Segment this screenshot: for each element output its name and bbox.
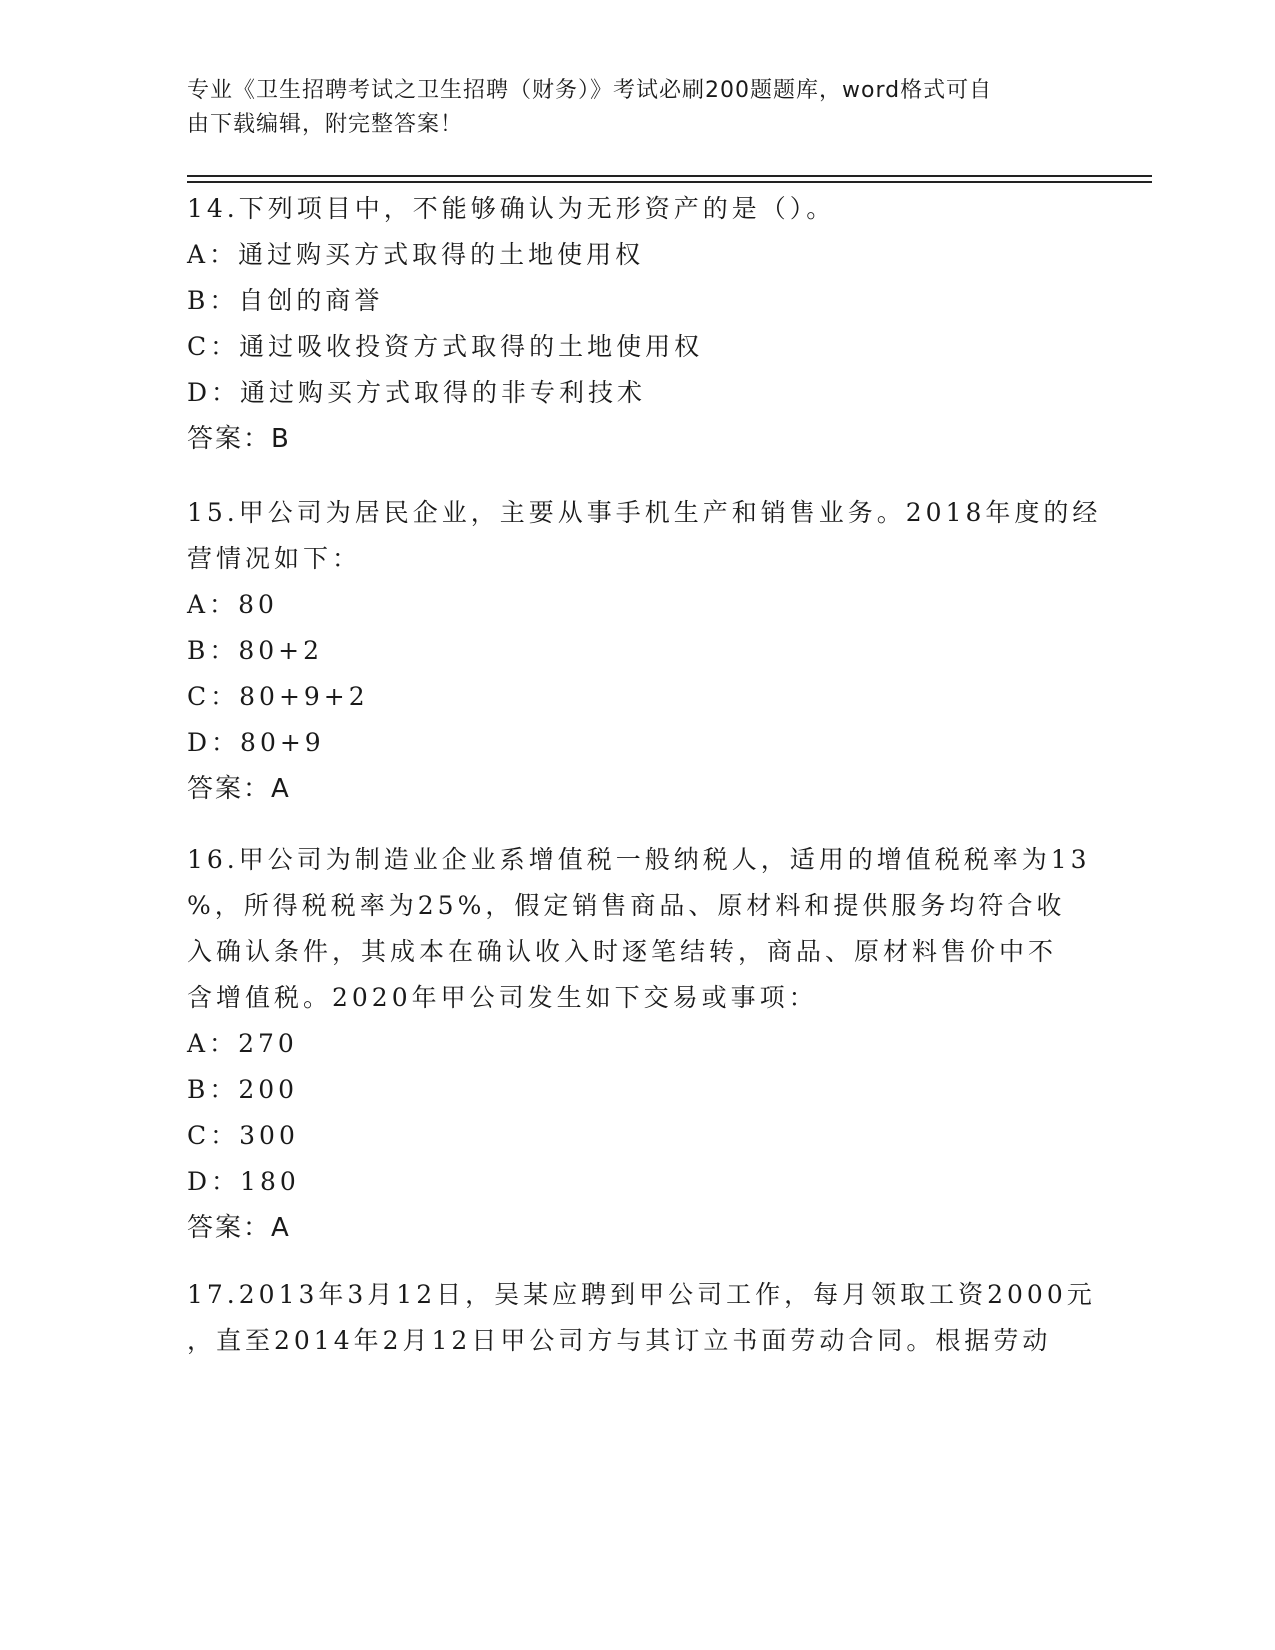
question-stem-line: 17.2013年3月12日，吴某应聘到甲公司工作，每月领取工资2000元 [187, 1280, 1096, 1309]
option-text: 180 [240, 1167, 300, 1196]
question-stem: 14.下列项目中，不能够确认为无形资产的是（）。 [187, 194, 836, 223]
document-header [187, 74, 1057, 142]
option-letter: B： [187, 1075, 239, 1104]
option-text: 80+9 [240, 728, 325, 757]
option-c [187, 324, 1087, 370]
option-a [187, 582, 1087, 628]
option-b [187, 628, 1087, 674]
option-b [187, 278, 1087, 324]
option-text: 通过吸收投资方式取得的土地使用权 [239, 332, 704, 361]
option-text: 80+2 [238, 636, 324, 665]
option-text: 通过购买方式取得的土地使用权 [238, 240, 645, 269]
answer-text: 答案：A [187, 1213, 291, 1243]
answer-text: 答案：B [187, 424, 291, 454]
option-letter: C： [187, 682, 240, 711]
question-15 [187, 490, 1102, 812]
option-letter: B： [187, 286, 239, 315]
option-d [187, 370, 1087, 416]
option-letter: B： [187, 636, 239, 665]
option-text: 通过购买方式取得的非专利技术 [240, 378, 647, 407]
option-letter: D： [187, 728, 241, 757]
option-c [187, 1113, 1087, 1159]
question-17 [187, 1272, 1096, 1364]
option-letter: A： [187, 1029, 239, 1058]
option-a [187, 232, 1087, 278]
header-title-line-2: 由下载编辑，附完整答案！ [187, 112, 464, 137]
header-divider-bottom [187, 181, 1152, 183]
header-title-line-1: 专业《卫生招聘考试之卫生招聘（财务）》考试必刷200题题库，word格式可自 [187, 78, 993, 103]
option-text: 300 [239, 1121, 299, 1150]
question-stem-line: 含增值税。2020年甲公司发生如下交易或事项： [187, 983, 818, 1012]
option-a [187, 1021, 1087, 1067]
option-letter: A： [187, 240, 239, 269]
question-stem-line: 营情况如下： [187, 544, 362, 573]
option-letter: D： [187, 1167, 241, 1196]
option-c [187, 674, 1087, 720]
option-d [187, 720, 1087, 766]
option-text: 200 [238, 1075, 299, 1104]
question-stem-line: 入确认条件，其成本在确认收入时逐笔结转，商品、原材料售价中不 [187, 937, 1058, 966]
option-text: 270 [238, 1029, 298, 1058]
option-letter: A： [187, 590, 239, 619]
question-stem-line: 16.甲公司为制造业企业系增值税一般纳税人，适用的增值税税率为13 [187, 845, 1091, 874]
question-14 [187, 186, 1087, 462]
question-16 [187, 837, 1091, 1251]
question-stem-line: 15.甲公司为居民企业，主要从事手机生产和销售业务。2018年度的经 [187, 498, 1102, 527]
answer-text: 答案：A [187, 774, 291, 804]
option-d [187, 1159, 1087, 1205]
option-b [187, 1067, 1087, 1113]
question-stem-line: ，直至2014年2月12日甲公司方与其订立书面劳动合同。根据劳动 [187, 1326, 1052, 1355]
option-text: 自创的商誉 [238, 286, 384, 315]
option-text: 80 [238, 590, 278, 619]
header-divider-top [187, 175, 1152, 177]
option-letter: C： [187, 332, 240, 361]
option-letter: D： [187, 378, 241, 407]
option-letter: C： [187, 1121, 240, 1150]
question-stem-line: %，所得税税率为25%，假定销售商品、原材料和提供服务均符合收 [187, 891, 1066, 920]
option-text: 80+9+2 [239, 682, 369, 711]
